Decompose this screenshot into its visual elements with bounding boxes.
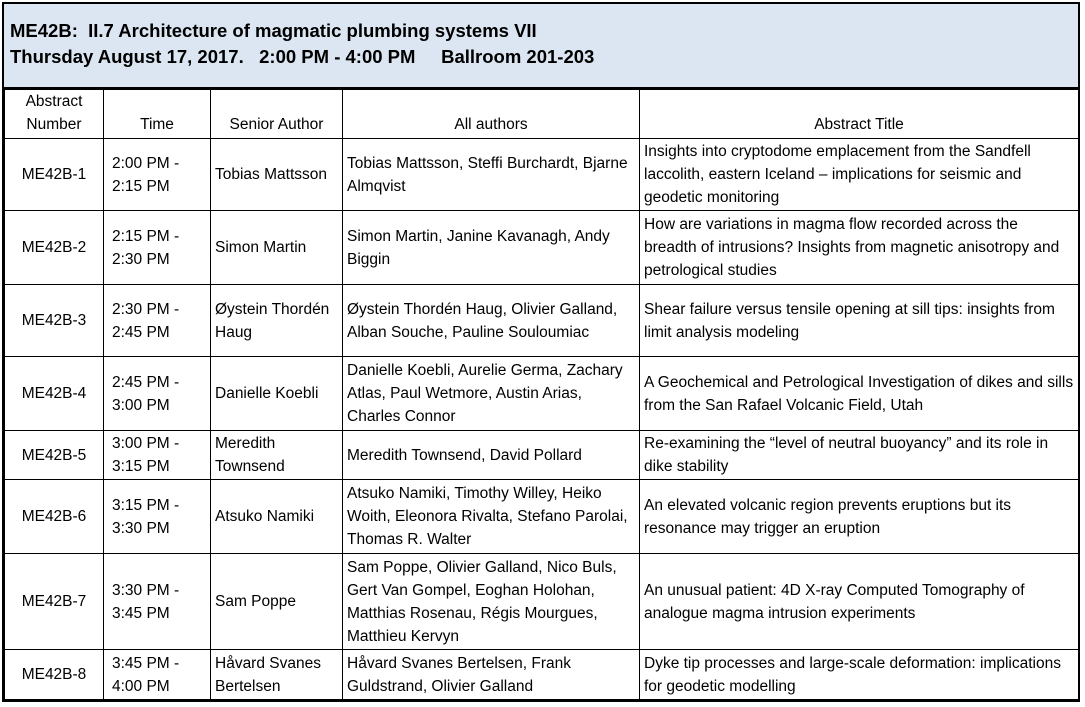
abstract-number: ME42B-1 xyxy=(5,139,104,211)
col-header-senior-author: Senior Author xyxy=(211,90,343,139)
all-authors: Håvard Svanes Bertelsen, Frank Guldstrand, Olivier Galland xyxy=(343,650,640,700)
time-cell xyxy=(104,357,211,431)
time-cell xyxy=(104,554,211,650)
time-end: 3:00 PM xyxy=(112,396,170,414)
time-start: 2:30 PM - xyxy=(112,300,180,318)
senior-author: Meredith Townsend xyxy=(211,431,343,480)
senior-author: Sam Poppe xyxy=(211,554,343,650)
senior-author: Tobias Mattsson xyxy=(211,139,343,211)
time-end: 3:45 PM xyxy=(112,604,170,622)
all-authors: Meredith Townsend, David Pollard xyxy=(343,431,640,480)
time-start: 3:45 PM - xyxy=(112,654,180,672)
abstract-title: Re-examining the “level of neutral buoyancy” and its role in dike stability xyxy=(640,431,1079,480)
col-header-abstract-number-line2: Number xyxy=(26,116,82,133)
table-row xyxy=(5,431,1079,480)
table-row xyxy=(5,480,1079,554)
col-header-abstract-title: Abstract Title xyxy=(640,90,1079,139)
abstract-number: ME42B-4 xyxy=(5,357,104,431)
time-end: 2:45 PM xyxy=(112,323,170,341)
abstract-title: How are variations in magma flow recorded across the breadth of intrusions? Insights from magnetic anisotropy and petrological studies xyxy=(640,211,1079,285)
time-cell xyxy=(104,211,211,285)
col-header-time: Time xyxy=(104,90,211,139)
time-end: 2:30 PM xyxy=(112,250,170,268)
senior-author: Simon Martin xyxy=(211,211,343,285)
time-start: 2:00 PM - xyxy=(112,154,180,172)
all-authors: Øystein Thordén Haug, Olivier Galland, Alban Souche, Pauline Souloumiac xyxy=(343,285,640,357)
schedule-sheet xyxy=(2,2,1080,702)
session-date-location: Thursday August 17, 2017. 2:00 PM - 4:00 PM Ballroom 201-203 xyxy=(10,46,595,67)
table-row xyxy=(5,285,1079,357)
all-authors: Simon Martin, Janine Kavanagh, Andy Biggin xyxy=(343,211,640,285)
abstract-title: Shear failure versus tensile opening at sill tips: insights from limit analysis modeling xyxy=(640,285,1079,357)
col-header-abstract-number xyxy=(5,90,104,139)
col-header-all-authors: All authors xyxy=(343,90,640,139)
time-cell xyxy=(104,650,211,700)
abstract-title: An elevated volcanic region prevents eruptions but its resonance may trigger an eruption xyxy=(640,480,1079,554)
time-end: 3:15 PM xyxy=(112,458,170,475)
abstracts-table xyxy=(4,89,1079,700)
table-row xyxy=(5,650,1079,700)
abstract-title: Dyke tip processes and large-scale deformation: implications for geodetic modelling xyxy=(640,650,1079,700)
abstract-number: ME42B-8 xyxy=(5,650,104,700)
session-header xyxy=(4,4,1078,89)
all-authors: Atsuko Namiki, Timothy Willey, Heiko Woith, Eleonora Rivalta, Stefano Parolai, Thomas R. Walter xyxy=(343,480,640,554)
senior-author: Øystein Thordén Haug xyxy=(211,285,343,357)
abstract-number: ME42B-6 xyxy=(5,480,104,554)
time-start: 3:15 PM - xyxy=(112,496,180,514)
table-row xyxy=(5,357,1079,431)
senior-author: Håvard Svanes Bertelsen xyxy=(211,650,343,700)
abstract-title: An unusual patient: 4D X-ray Computed Tomography of analogue magma intrusion experiments xyxy=(640,554,1079,650)
table-row xyxy=(5,139,1079,211)
time-end: 3:30 PM xyxy=(112,519,170,537)
all-authors: Sam Poppe, Olivier Galland, Nico Buls, Gert Van Gompel, Eoghan Holohan, Matthias Rosenau, Régis Mourgues, Matthieu Kervyn xyxy=(343,554,640,650)
time-start: 3:30 PM - xyxy=(112,581,180,599)
time-cell xyxy=(104,285,211,357)
abstract-number: ME42B-3 xyxy=(5,285,104,357)
time-start: 2:15 PM - xyxy=(112,227,180,245)
senior-author: Danielle Koebli xyxy=(211,357,343,431)
session-title: ME42B: II.7 Architecture of magmatic plumbing systems VII xyxy=(10,20,537,41)
table-header-row xyxy=(5,90,1079,139)
abstract-title: Insights into cryptodome emplacement from the Sandfell laccolith, eastern Iceland – implications for seismic and geodetic monitoring xyxy=(640,139,1079,211)
time-start: 2:45 PM - xyxy=(112,373,180,391)
time-start: 3:00 PM - xyxy=(112,435,180,452)
abstract-number: ME42B-2 xyxy=(5,211,104,285)
time-end: 4:00 PM xyxy=(112,677,170,695)
time-cell xyxy=(104,431,211,480)
all-authors: Danielle Koebli, Aurelie Germa, Zachary Atlas, Paul Wetmore, Austin Arias, Charles Connor xyxy=(343,357,640,431)
abstract-number: ME42B-7 xyxy=(5,554,104,650)
time-cell xyxy=(104,480,211,554)
time-end: 2:15 PM xyxy=(112,177,170,195)
table-row xyxy=(5,211,1079,285)
abstract-number: ME42B-5 xyxy=(5,431,104,480)
senior-author: Atsuko Namiki xyxy=(211,480,343,554)
time-cell xyxy=(104,139,211,211)
all-authors: Tobias Mattsson, Steffi Burchardt, Bjarne Almqvist xyxy=(343,139,640,211)
table-row xyxy=(5,554,1079,650)
abstract-title: A Geochemical and Petrological Investigation of dikes and sills from the San Rafael Volcanic Field, Utah xyxy=(640,357,1079,431)
col-header-abstract-number-line1: Abstract xyxy=(25,93,83,110)
